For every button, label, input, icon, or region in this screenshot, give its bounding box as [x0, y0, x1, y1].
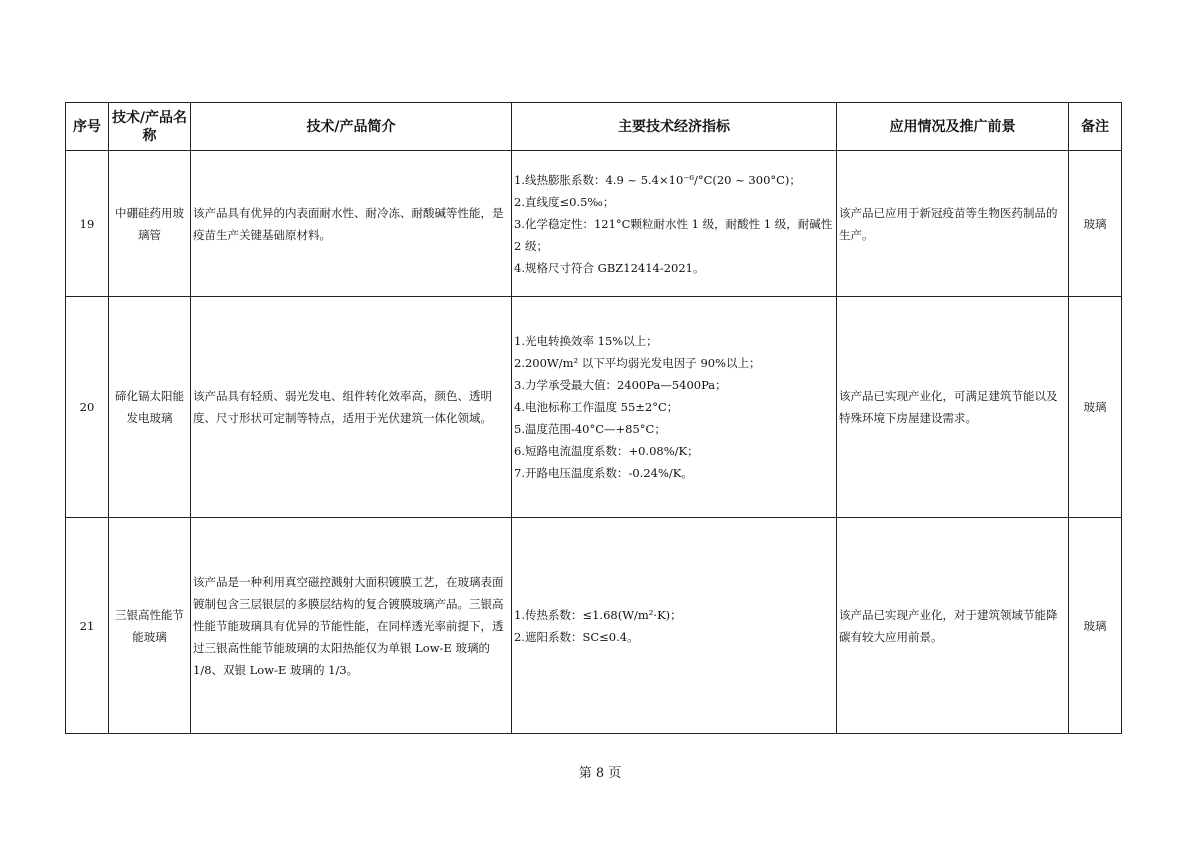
header-note: 备注: [1069, 103, 1122, 151]
page-number: 第 8 页: [578, 766, 622, 781]
product-note: 玻璃: [1069, 297, 1122, 518]
product-intro: 该产品具有轻质、弱光发电、组件转化效率高，颜色、透明度、尺寸形状可定制等特点，适用于光伏建筑一体化领域。: [191, 297, 512, 518]
table-row: [66, 518, 1122, 734]
indicator-line: 2.遮阳系数：SC≤0.4。: [514, 629, 639, 644]
product-application: 该产品已应用于新冠疫苗等生物医药制品的生产。: [837, 151, 1069, 297]
product-note: 玻璃: [1069, 518, 1122, 734]
indicator-line: 7.开路电压温度系数：-0.24%/K。: [514, 466, 693, 480]
product-name: 中硼硅药用玻璃管: [109, 151, 191, 297]
product-intro: 该产品具有优异的内表面耐水性、耐冷冻、耐酸碱等性能，是疫苗生产关键基础原材料。: [191, 151, 512, 297]
product-indicators: [512, 297, 837, 518]
indicator-line: 1.线热膨胀系数：4.9 ~ 5.4×10⁻⁶/°C(20 ~ 300°C)；: [514, 172, 801, 187]
row-number: 20: [66, 297, 109, 518]
table-header-row: [66, 103, 1122, 151]
product-table: [65, 102, 1122, 734]
indicator-line: 3.力学承受最大值：2400Pa—5400Pa；: [514, 378, 727, 392]
indicator-line: 5.温度范围-40°C—+85°C；: [514, 422, 666, 436]
product-application: 该产品已实现产业化，对于建筑领域节能降碳有较大应用前景。: [837, 518, 1069, 734]
header-intro: 技术/产品简介: [191, 103, 512, 151]
table-row: [66, 151, 1122, 297]
header-indicators: 主要技术经济指标: [512, 103, 837, 151]
indicator-line: 2.200W/m² 以下平均弱光发电因子 90%以上；: [514, 356, 761, 370]
table-row: [66, 297, 1122, 518]
indicator-line: 1.光电转换效率 15%以上；: [514, 334, 658, 348]
product-indicators: [512, 151, 837, 297]
product-application: 该产品已实现产业化，可满足建筑节能以及特殊环境下房屋建设需求。: [837, 297, 1069, 518]
product-intro: 该产品是一种利用真空磁控溅射大面积镀膜工艺，在玻璃表面镀制包含三层银层的多膜层结构的复合镀膜玻璃产品。三银高性能节能玻璃具有优异的节能性能，在同样透光率前提下，透过三银高性能节能玻璃的太阳热能仅为单银 Low-E 玻璃的 1/8、双银 Low-E 玻璃的 1/3。: [191, 518, 512, 734]
product-name: 碲化镉太阳能发电玻璃: [109, 297, 191, 518]
product-indicators: [512, 518, 837, 734]
indicator-line: 6.短路电流温度系数：+0.08%/K；: [514, 444, 699, 458]
indicator-line: 4.电池标称工作温度 55±2°C；: [514, 400, 679, 414]
product-note: 玻璃: [1069, 151, 1122, 297]
indicator-line: 1.传热系数：≤1.68(W/m²·K)；: [514, 607, 682, 622]
indicator-line: 3.化学稳定性：121°C颗粒耐水性 1 级，耐酸性 1 级，耐碱性 2 级；: [514, 216, 833, 253]
header-number: 序号: [66, 103, 109, 151]
header-name: 技术/产品名称: [109, 103, 191, 151]
product-name: 三银高性能节能玻璃: [109, 518, 191, 734]
row-number: 21: [66, 518, 109, 734]
row-number: 19: [66, 151, 109, 297]
indicator-line: 4.规格尺寸符合 GBZ12414-2021。: [514, 260, 705, 275]
header-application: 应用情况及推广前景: [837, 103, 1069, 151]
indicator-line: 2.直线度≤0.5‰；: [514, 194, 615, 209]
